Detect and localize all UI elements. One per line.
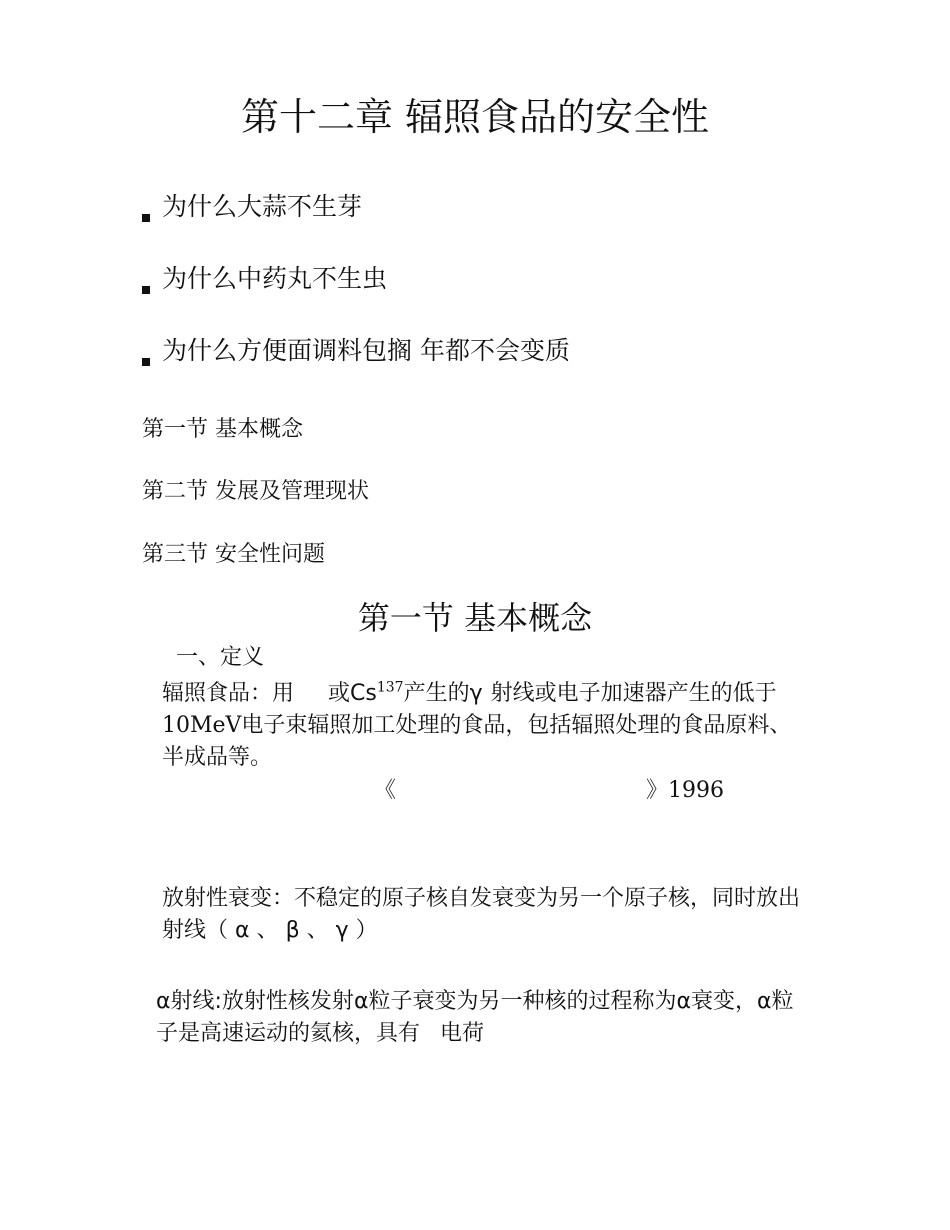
reference-line	[374, 776, 724, 806]
bullet-square-icon	[142, 358, 150, 366]
definition-line1: 射线或电子加速器产生的	[490, 681, 733, 706]
alpha-symbol: α	[757, 989, 772, 1014]
bullet-square-icon	[142, 214, 150, 222]
decay-gamma: γ	[335, 918, 349, 943]
alpha-symbol: α	[353, 989, 369, 1014]
bullet-text: 为什么方便面调料包搁 年都不会变质	[162, 336, 570, 365]
decay-sep: 、	[256, 918, 279, 943]
decay-sep: 、	[306, 918, 329, 943]
bullet-text: 为什么大蒜不生芽	[162, 192, 363, 221]
toc-item: 第一节 基本概念	[142, 417, 303, 442]
alpha-ray-text: 衰变，	[690, 989, 757, 1014]
subheading: 一、定义	[176, 645, 265, 670]
alpha-ray-text: 粒子衰变为另一种核的过程称为	[368, 989, 677, 1014]
alpha-symbol: α	[676, 989, 691, 1014]
decay-term: 放射性衰变	[162, 886, 273, 911]
decay-beta: β	[285, 918, 300, 943]
definition-cs-superscript: 137	[376, 679, 404, 696]
bullet-text: 为什么中药丸不生虫	[162, 264, 388, 293]
definition-rest: 低于10MeV电子束辐照加工处理的食品，包括辐照处理的食品原料、半成品等。	[162, 681, 792, 770]
definition-paragraph	[162, 678, 812, 774]
definition-gamma: γ	[469, 681, 483, 706]
decay-alpha: α	[235, 918, 250, 943]
reference-open: 《	[374, 778, 397, 803]
alpha-ray-text: 电荷	[440, 1021, 485, 1046]
alpha-ray-paragraph	[156, 986, 812, 1050]
definition-produced: 产生的	[403, 681, 470, 706]
alpha-symbol: α	[156, 989, 171, 1014]
toc-item: 第三节 安全性问题	[142, 542, 325, 567]
alpha-ray-text: 射线:放射性核发射	[170, 989, 354, 1014]
definition-term: 辐照食品：	[162, 681, 273, 706]
page-title: 第十二章 辐照食品的安全性	[240, 95, 710, 139]
definition-use: 用	[272, 681, 295, 706]
bullet-square-icon	[142, 286, 150, 294]
decay-text: ：不稳定的原子核自发衰变为另一个原子核，同时放出射线	[162, 886, 801, 943]
definition-cs: 或Cs	[328, 681, 377, 706]
decay-paren: ）	[355, 918, 378, 943]
alpha-ray-text: 粒子是高速运动的氦核，具有	[156, 989, 794, 1046]
section-heading: 第一节 基本概念	[357, 599, 593, 637]
reference-close-year: 》1996	[646, 778, 724, 803]
toc-item: 第二节 发展及管理现状	[142, 479, 369, 504]
decay-paren: （	[206, 918, 229, 943]
decay-paragraph	[162, 883, 812, 947]
